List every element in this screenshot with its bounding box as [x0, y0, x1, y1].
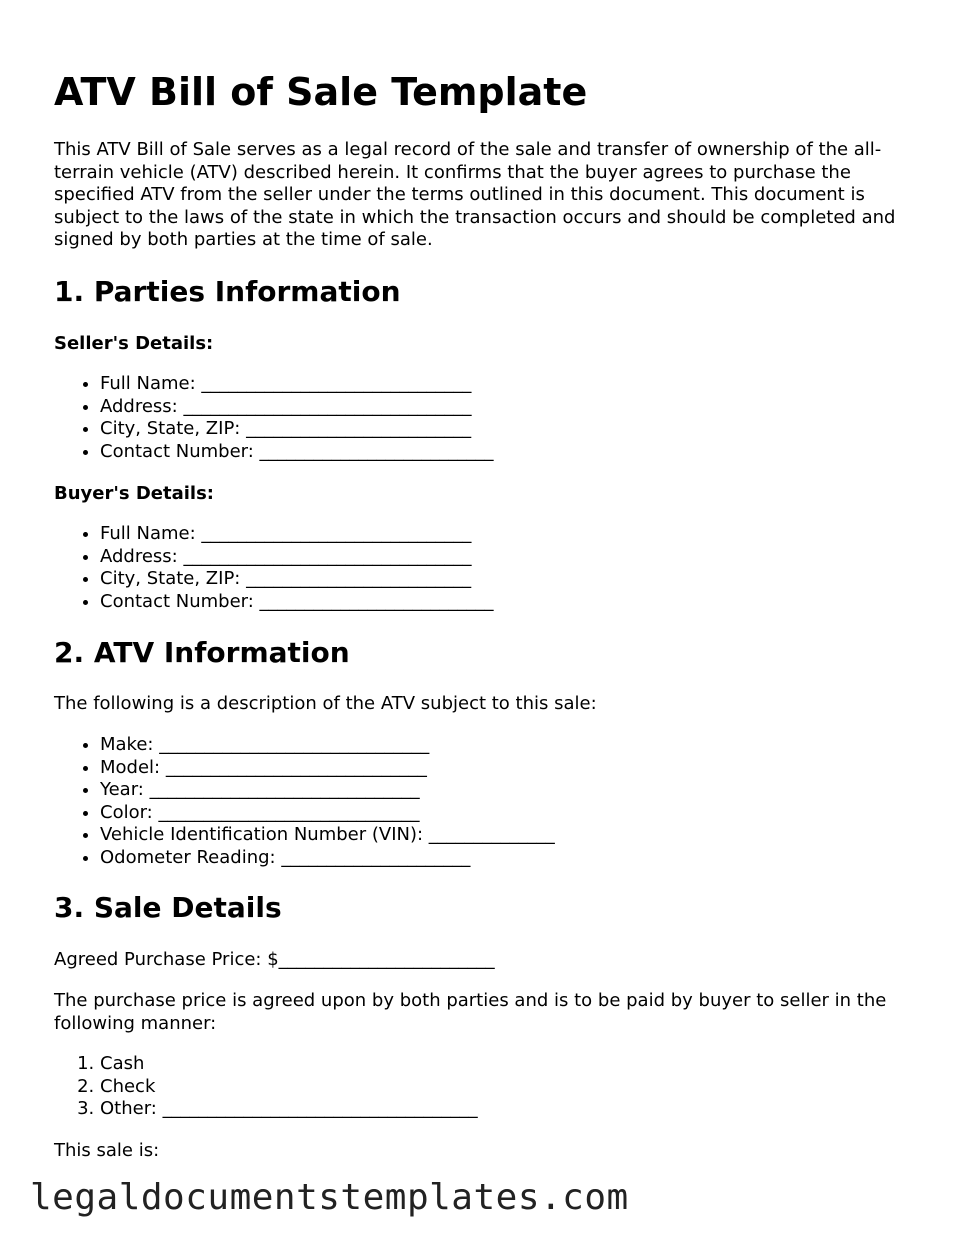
payment-manner-paragraph: The purchase price is agreed upon by both parties and is to be paid by buyer to seller in the following manner: [54, 990, 887, 1034]
atv-make-field: • Make: ______________________________ [100, 734, 555, 757]
payment-option-other: 3. Other: ___________________________________ [100, 1098, 478, 1121]
atv-details-list [54, 734, 555, 870]
payment-option-check: 2. Check [100, 1076, 478, 1099]
purchase-price-field: Agreed Purchase Price: $________________________ [54, 949, 495, 970]
section-heading-sale-details: 3. Sale Details [54, 891, 282, 924]
buyer-details-heading: Buyer's Details: [54, 483, 214, 504]
seller-contact-number-field: • Contact Number: __________________________ [100, 441, 494, 464]
payment-option-cash: 1. Cash [100, 1053, 478, 1076]
section-heading-atv-information: 2. ATV Information [54, 636, 350, 669]
buyer-details-list [54, 523, 494, 613]
atv-model-field: • Model: _____________________________ [100, 757, 555, 780]
sale-is-text: This sale is: [54, 1140, 160, 1161]
seller-details-heading: Seller's Details: [54, 333, 214, 354]
buyer-city-state-zip-field: • City, State, ZIP: _________________________ [100, 568, 494, 591]
site-watermark: legaldocumentstemplates.com [30, 1177, 629, 1218]
document-title: ATV Bill of Sale Template [54, 70, 588, 114]
seller-city-state-zip-field: • City, State, ZIP: _________________________ [100, 418, 494, 441]
atv-odometer-field: • Odometer Reading: _____________________ [100, 847, 555, 870]
atv-description-lead: The following is a description of the ATV subject to this sale: [54, 693, 597, 714]
buyer-contact-number-field: • Contact Number: __________________________ [100, 591, 494, 614]
seller-address-field: • Address: ________________________________ [100, 396, 494, 419]
seller-details-list [54, 373, 494, 463]
buyer-address-field: • Address: ________________________________ [100, 546, 494, 569]
atv-vin-field: • Vehicle Identification Number (VIN): ______________ [100, 824, 555, 847]
payment-options-list [54, 1053, 478, 1121]
intro-paragraph: This ATV Bill of Sale serves as a legal record of the sale and transfer of ownership of the all-terrain vehicle (ATV) described herein. It confirms that the buyer agrees to purchase the specified ATV from the seller under the terms outlined in this document. This document is subject to the laws of the state in which the transaction occurs and should be completed and signed by both parties at the time of sale. [54, 139, 896, 251]
seller-full-name-field: • Full Name: ______________________________ [100, 373, 494, 396]
atv-color-field: • Color: _____________________________ [100, 802, 555, 825]
atv-year-field: • Year: ______________________________ [100, 779, 555, 802]
buyer-full-name-field: • Full Name: ______________________________ [100, 523, 494, 546]
section-heading-parties: 1. Parties Information [54, 275, 401, 308]
